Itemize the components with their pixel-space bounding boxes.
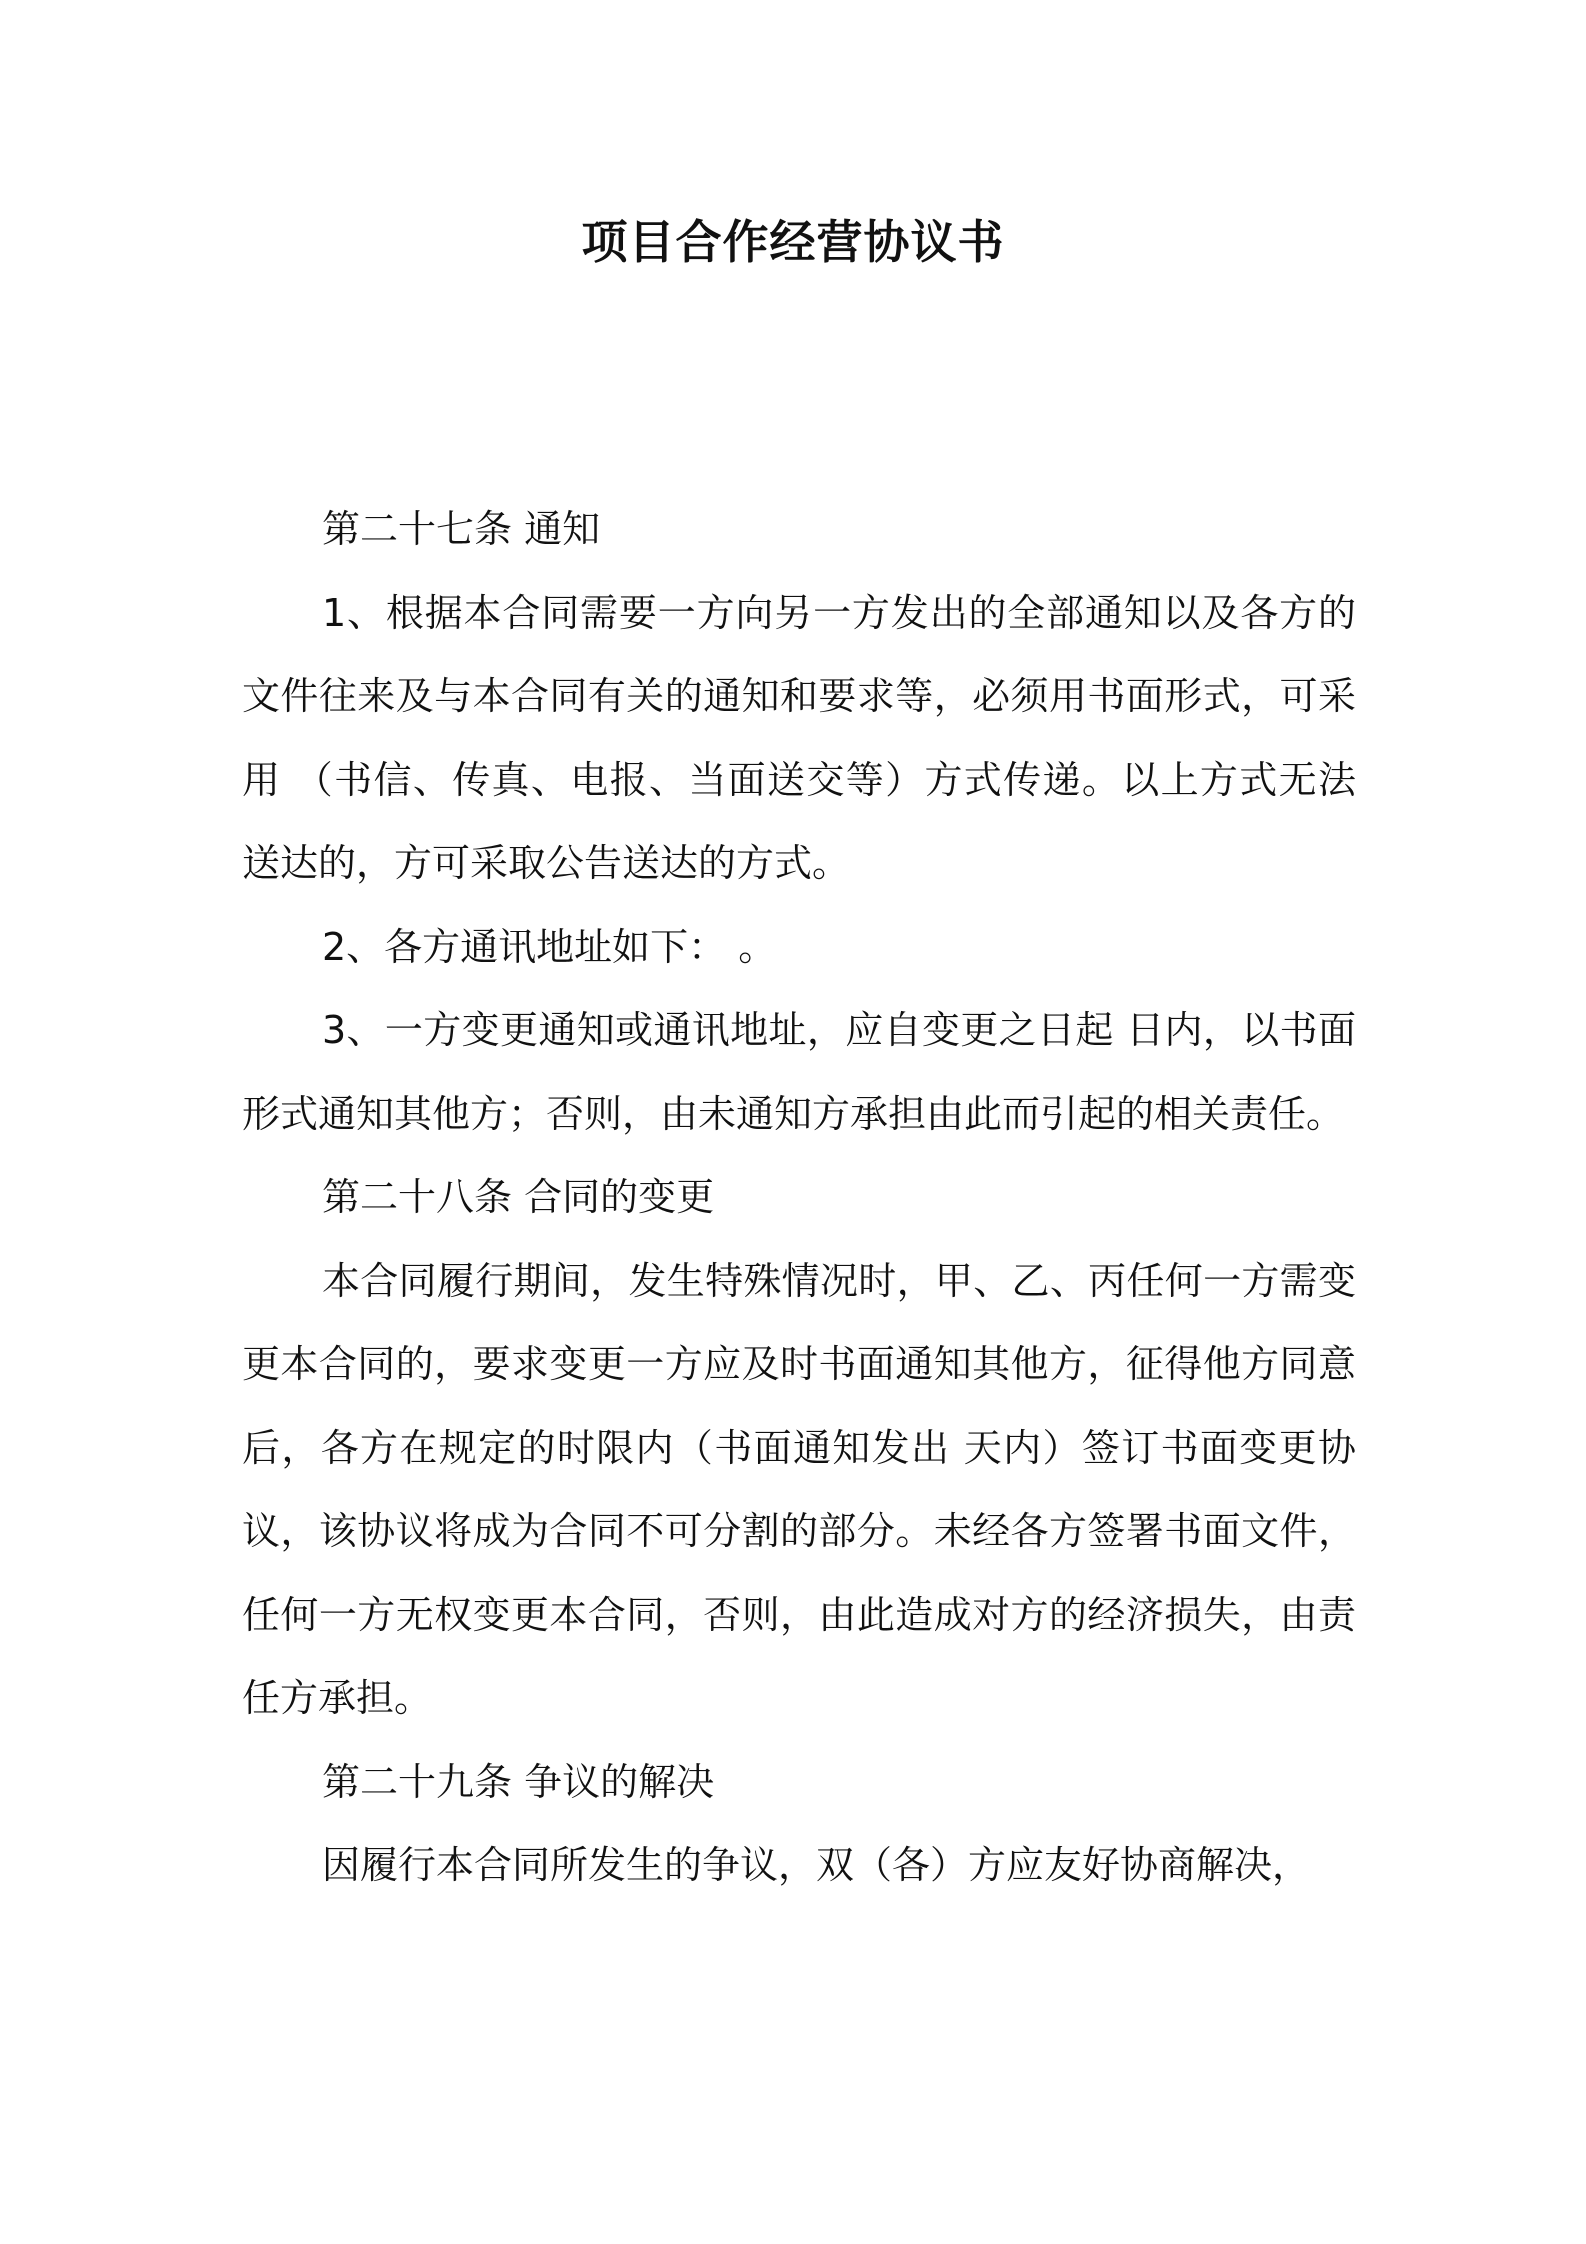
- section-27: [242, 488, 1356, 1156]
- section-28: [242, 1156, 1356, 1741]
- paragraph: 1、根据本合同需要一方向另一方发出的全部通知以及各方的文件往来及与本合同有关的通知和要求等，必须用书面形式，可采用 （书信、传真、电报、当面送交等）方式传递。以上方式无法送达的，方可采取公告送达的方式。: [242, 590, 1356, 885]
- paragraph: 因履行本合同所发生的争议，双（各）方应友好协商解决，: [322, 1843, 1311, 1887]
- paragraph: 本合同履行期间，发生特殊情况时，甲、乙、丙任何一方需变更本合同的，要求变更一方应及时书面通知其他方，征得他方同意后，各方在规定的时限内（书面通知发出 天内）签订书面变更协议，该协议将成为合同不可分割的部分。未经各方签署书面文件，任何一方无权变更本合同，否则，由此造成对方的经济损失，由责任方承担。: [242, 1258, 1356, 1720]
- paragraph: 3、一方变更通知或通讯地址，应自变更之日起 日内，以书面形式通知其他方；否则，由未通知方承担由此而引起的相关责任。: [242, 1008, 1356, 1136]
- document-title: 项目合作经营协议书: [581, 215, 1005, 269]
- paragraph: 2、各方通讯地址如下： 。: [322, 924, 777, 969]
- document-body: [242, 488, 1356, 1908]
- section-heading: 第二十八条 合同的变更: [322, 1175, 715, 1219]
- section-heading: 第二十九条 争议的解决: [322, 1759, 715, 1804]
- section-29: [242, 1741, 1356, 1908]
- section-heading: 第二十七条 通知: [322, 507, 601, 551]
